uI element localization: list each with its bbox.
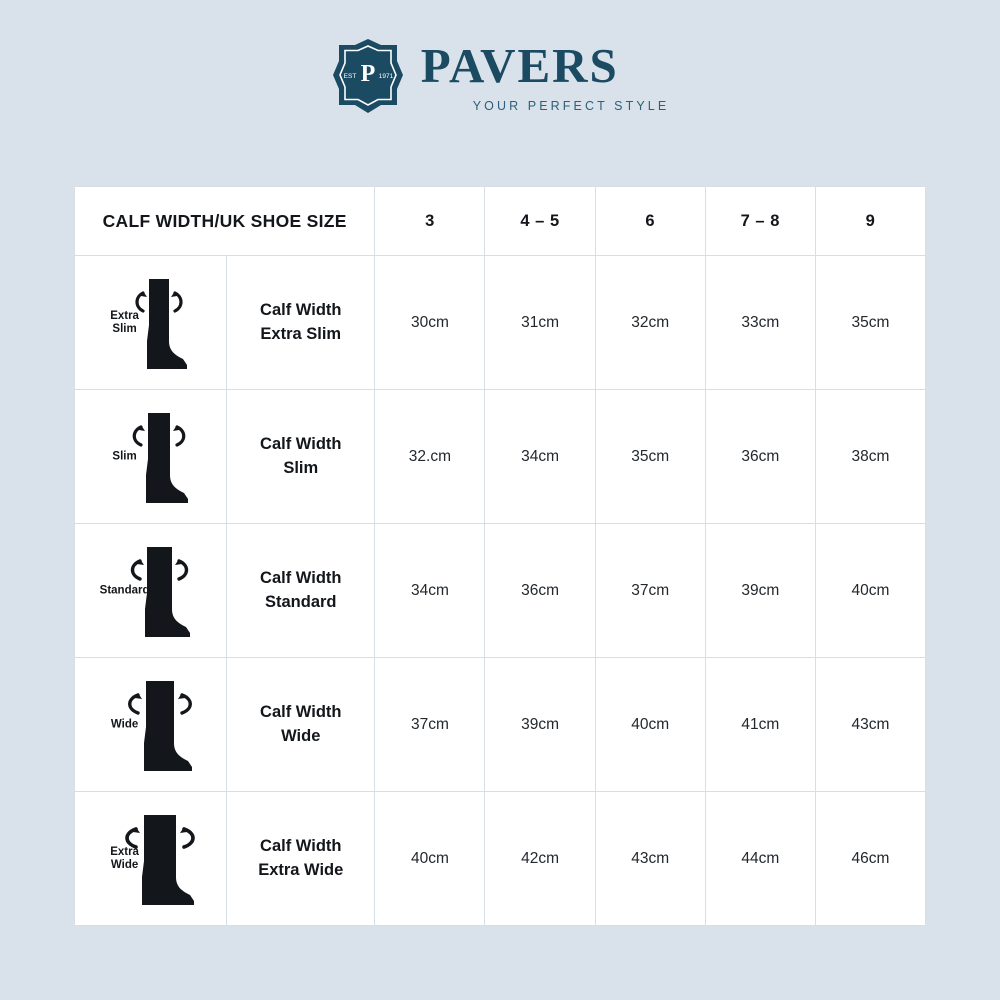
value-extra-wide-9: 46cm (815, 792, 925, 926)
value-extra-wide-6: 43cm (595, 792, 705, 926)
value-wide-9: 43cm (815, 658, 925, 792)
table-row (75, 390, 926, 524)
label-line1: Calf Width (260, 569, 342, 588)
table-head (75, 187, 926, 256)
table-row (75, 256, 926, 390)
label-wide (227, 658, 375, 792)
header-calf-width-uk-shoe-size: CALF WIDTH/UK SHOE SIZE (75, 187, 375, 256)
label-line1: Calf Width (260, 837, 342, 856)
brand-name: PAVERS (420, 38, 619, 93)
table-row (75, 658, 926, 792)
value-slim-4-5: 34cm (485, 390, 595, 524)
value-extra-slim-4-5: 31cm (485, 256, 595, 390)
pavers-logo-icon (331, 37, 405, 115)
label-line2: Slim (283, 458, 319, 477)
boot-tag-line1: Extra (110, 309, 139, 322)
value-standard-7-8: 39cm (705, 524, 815, 658)
value-wide-6: 40cm (595, 658, 705, 792)
svg-text:EST: EST (343, 73, 357, 80)
value-wide-3: 37cm (375, 658, 485, 792)
label-line2: Wide (281, 726, 321, 745)
boot-tag-line2: Wide (110, 858, 139, 871)
value-extra-slim-3: 30cm (375, 256, 485, 390)
label-line2: Extra Slim (260, 324, 342, 343)
header-size-3: 3 (375, 187, 485, 256)
boot-standard-cell (75, 524, 227, 658)
label-line2: Standard (265, 592, 337, 611)
boot-extra-wide-icon (91, 803, 211, 915)
brand-header (0, 0, 1000, 113)
value-extra-slim-6: 32cm (595, 256, 705, 390)
header-size-7-8: 7 – 8 (705, 187, 815, 256)
boot-extra-slim-cell (75, 256, 227, 390)
boot-standard-icon (91, 535, 211, 647)
boot-tag-extra-wide (93, 845, 157, 871)
table-header-row (75, 187, 926, 256)
value-standard-3: 34cm (375, 524, 485, 658)
label-extra-slim (227, 256, 375, 390)
boot-tag-slim (93, 450, 157, 463)
value-standard-9: 40cm (815, 524, 925, 658)
svg-text:1971: 1971 (378, 73, 393, 80)
svg-text:P: P (360, 61, 376, 87)
boot-tag-line1: Standard (99, 583, 150, 596)
value-extra-wide-7-8: 44cm (705, 792, 815, 926)
label-extra-wide (227, 792, 375, 926)
value-extra-slim-7-8: 33cm (705, 256, 815, 390)
table-row (75, 792, 926, 926)
value-slim-6: 35cm (595, 390, 705, 524)
boot-wide-icon (91, 669, 211, 781)
boot-tag-line1: Wide (110, 717, 139, 730)
value-slim-3: 32.cm (375, 390, 485, 524)
value-wide-7-8: 41cm (705, 658, 815, 792)
label-standard (227, 524, 375, 658)
table-body (75, 256, 926, 926)
label-slim (227, 390, 375, 524)
value-extra-wide-3: 40cm (375, 792, 485, 926)
value-extra-wide-4-5: 42cm (485, 792, 595, 926)
boot-slim-cell (75, 390, 227, 524)
boot-tag-line1: Extra (110, 845, 139, 858)
boot-tag-standard (93, 584, 157, 597)
boot-tag-line1: Slim (112, 449, 137, 462)
boot-tag-wide (93, 718, 157, 731)
header-size-4-5: 4 – 5 (485, 187, 595, 256)
value-standard-4-5: 36cm (485, 524, 595, 658)
boot-tag-extra-slim (93, 309, 157, 335)
boot-slim-icon (91, 401, 211, 513)
calf-width-size-table-wrap (74, 186, 926, 926)
boot-wide-cell (75, 658, 227, 792)
boot-extra-slim-icon (91, 267, 211, 379)
label-line1: Calf Width (260, 703, 342, 722)
value-standard-6: 37cm (595, 524, 705, 658)
label-line1: Calf Width (260, 435, 342, 454)
header-size-6: 6 (595, 187, 705, 256)
label-line1: Calf Width (260, 301, 342, 320)
boot-tag-line2: Slim (112, 322, 137, 335)
boot-extra-wide-cell (75, 792, 227, 926)
calf-width-size-table (74, 186, 926, 926)
label-line2: Extra Wide (258, 860, 344, 879)
header-size-9: 9 (815, 187, 925, 256)
value-extra-slim-9: 35cm (815, 256, 925, 390)
value-slim-7-8: 36cm (705, 390, 815, 524)
brand-tagline: YOUR PERFECT STYLE (472, 99, 670, 113)
value-slim-9: 38cm (815, 390, 925, 524)
table-row (75, 524, 926, 658)
brand-text (420, 38, 670, 113)
value-wide-4-5: 39cm (485, 658, 595, 792)
